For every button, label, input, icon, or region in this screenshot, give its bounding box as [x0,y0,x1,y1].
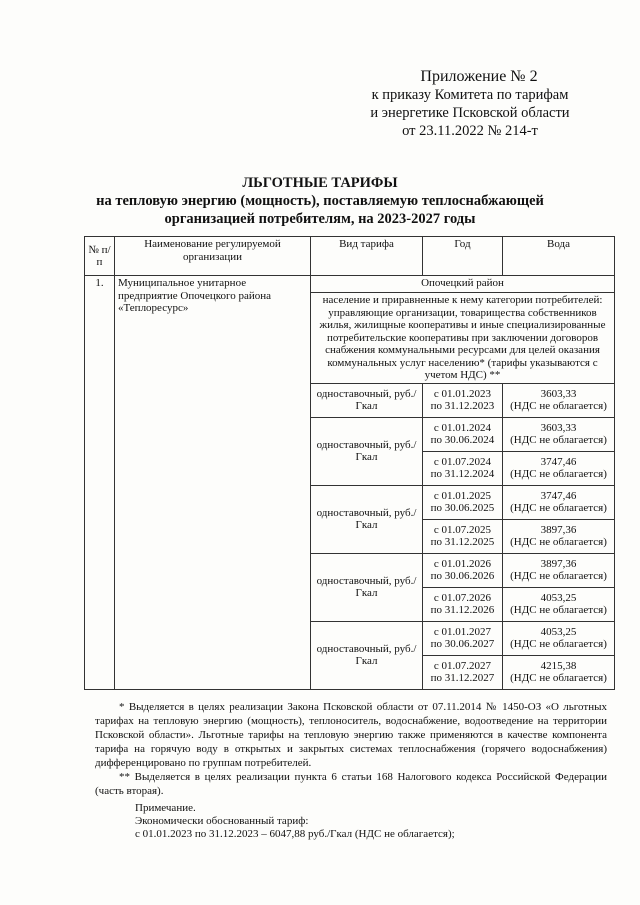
appendix-line: от 23.11.2022 № 214-т [402,123,538,139]
period-cell: с 01.01.2027 по 30.06.2027 [423,621,503,655]
appendix-line: Приложение № 2 [420,68,538,85]
title-line-1: ЛЬГОТНЫЕ ТАРИФЫ [242,175,398,191]
appendix-block [360,68,580,140]
tariff-type: одноставочный, руб./Гкал [311,553,423,621]
header-org: Наименование регулируемой организации [115,237,311,276]
remark-block [135,802,605,841]
value-cell: 3747,46 (НДС не облагается) [503,451,615,485]
header-type: Вид тарифа [311,237,423,276]
header-water: Вода [503,237,615,276]
period-cell: с 01.07.2026 по 31.12.2026 [423,587,503,621]
table-row [85,276,615,293]
footnote-1: * Выделяется в целях реализации Закона Псковской области от 07.11.2014 № 1450-ОЗ «О льготных тарифах на тепловую энергию (мощность), теплоноситель, водоснабжение, водоотведение на территории Псковской области». Льготные тарифы на тепловую энергию также применяются в качестве компонента тарифа на горячую воду в открытых и закрытых системах теплоснабжения (горячего водоснабжения) дифференцировано по группам потребителей. [95,701,607,769]
district-name: Опочецкий район [311,276,615,293]
footnotes [95,700,607,798]
remark-line-2: с 01.01.2023 по 31.12.2023 – 6047,88 руб./Гкал (НДС не облагается); [135,828,455,840]
value-cell: 3603,33 (НДС не облагается) [503,417,615,451]
value-cell: 3897,36 (НДС не облагается) [503,553,615,587]
period-cell: с 01.07.2025 по 31.12.2025 [423,519,503,553]
value-cell: 4053,25 (НДС не облагается) [503,587,615,621]
period-cell: с 01.01.2023 по 31.12.2023 [423,383,503,417]
tariff-type: одноставочный, руб./Гкал [311,383,423,417]
row-number: 1. [85,276,115,690]
remark-label: Примечание. [135,802,196,814]
appendix-line: и энергетике Псковской области [370,105,570,121]
value-cell: 4215,38 (НДС не облагается) [503,655,615,689]
org-name: Муниципальное унитарное предприятие Опочецкого района «Теплоресурс» [115,276,311,690]
appendix-line: к приказу Комитета по тарифам [371,87,569,103]
header-year: Год [423,237,503,276]
consumer-group: население и приравненные к нему категории потребителей: управляющие организации, товарищества собственников жилья, жилищные кооперативы и иные специализированные потребительские кооперативы при заключении договоров снабжения коммунальными ресурсами для целей оказания коммунальных услуг населению* (тарифы указываются с учетом НДС) ** [311,293,615,384]
remark-line-1: Экономически обоснованный тариф: [135,815,309,827]
title-line-2: на тепловую энергию (мощность), поставляемую теплоснабжающей [96,193,544,209]
period-cell: с 01.01.2025 по 30.06.2025 [423,485,503,519]
period-cell: с 01.01.2026 по 30.06.2026 [423,553,503,587]
tariff-table [84,236,615,690]
period-cell: с 01.07.2024 по 31.12.2024 [423,451,503,485]
tariff-type: одноставочный, руб./Гкал [311,621,423,689]
value-cell: 3747,46 (НДС не облагается) [503,485,615,519]
tariff-type: одноставочный, руб./Гкал [311,485,423,553]
value-cell: 4053,25 (НДС не облагается) [503,621,615,655]
tariff-type: одноставочный, руб./Гкал [311,417,423,485]
header-num: № п/п [85,237,115,276]
value-cell: 3897,36 (НДС не облагается) [503,519,615,553]
value-cell: 3603,33 (НДС не облагается) [503,383,615,417]
period-cell: с 01.01.2024 по 30.06.2024 [423,417,503,451]
title-line-3: организацией потребителям, на 2023-2027 годы [164,211,476,227]
header-row [85,237,615,276]
period-cell: с 01.07.2027 по 31.12.2027 [423,655,503,689]
footnote-2: ** Выделяется в целях реализации пункта 6 статьи 168 Налогового кодекса Российской Федерации (часть вторая). [95,771,607,797]
document-title [0,174,640,228]
